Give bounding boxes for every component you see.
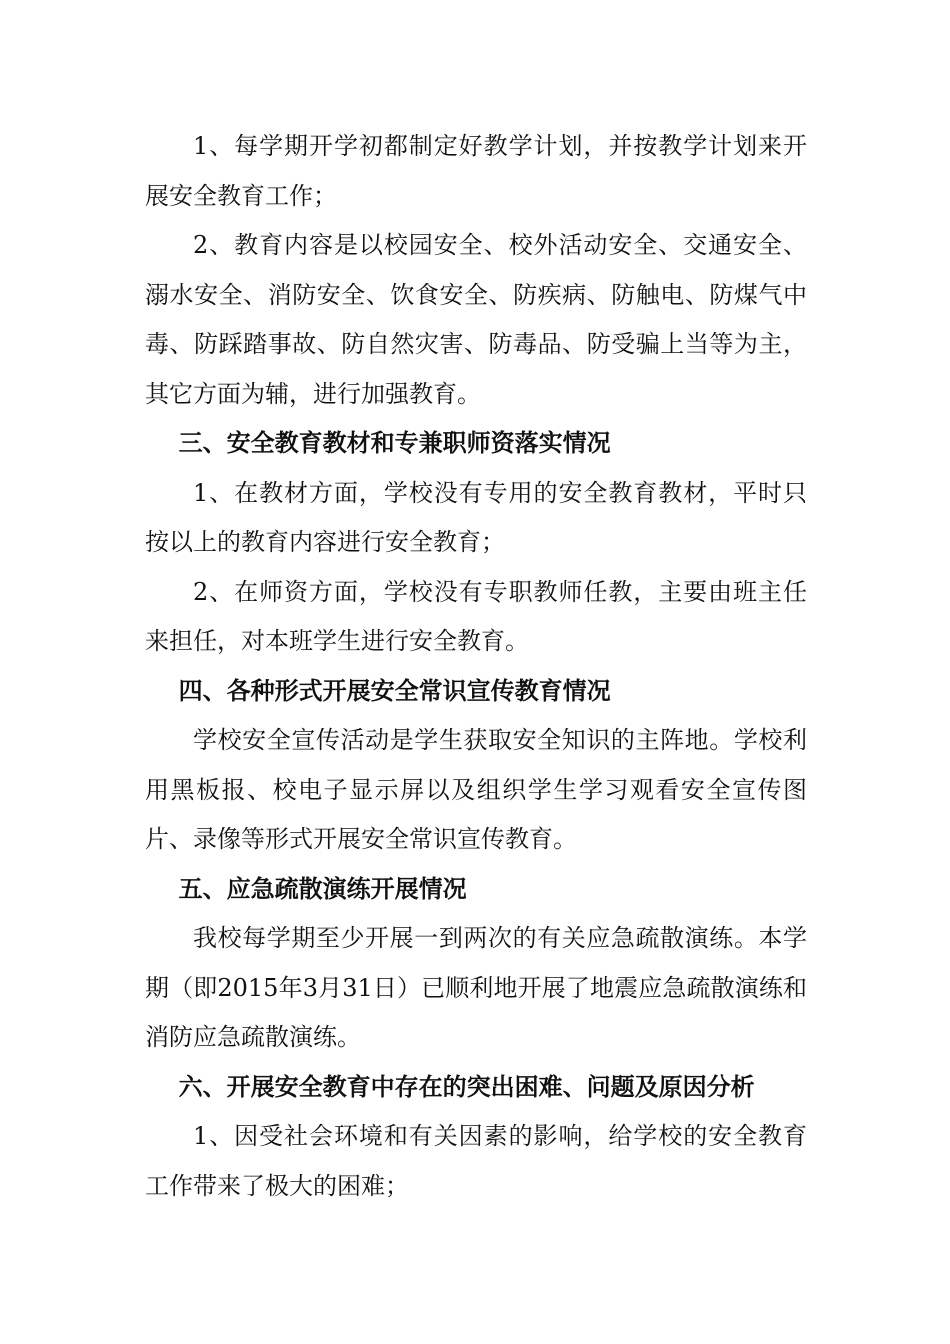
section-heading-materials: 三、安全教育教材和专兼职师资落实情况 <box>178 429 611 457</box>
section-heading-drills: 五、应急疏散演练开展情况 <box>178 874 467 903</box>
paragraph-drills: 我校每学期至少开展一到两次的有关应急疏散演练。本学期（即2015年3月31日）已顺利地开展了地震应急疏散演练和消防应急疏散演练。 <box>145 924 807 1051</box>
paragraph-content: 2、教育内容是以校园安全、校外活动安全、交通安全、溺水安全、消防安全、饮食安全、防疾病、防触电、防煤气中毒、防踩踏事故、防自然灾害、防毒品、防受骗上当等为主，其它方面为辅，进行加强教育。 <box>145 231 807 408</box>
section-heading-difficulties: 六、开展安全教育中存在的突出困难、问题及原因分析 <box>178 1072 755 1101</box>
paragraph-difficulties: 1、因受社会环境和有关因素的影响，给学校的安全教育工作带来了极大的困难； <box>145 1122 807 1200</box>
section-heading-publicity: 四、各种形式开展安全常识宣传教育情况 <box>178 676 611 705</box>
paragraph-plan: 1、每学期开学初都制定好教学计划，并按教学计划来开展安全教育工作； <box>145 132 807 210</box>
document-body <box>145 122 807 1211</box>
paragraph-teachers: 2、在师资方面，学校没有专职教师任教，主要由班主任来担任，对本班学生进行安全教育。 <box>145 577 807 655</box>
paragraph-publicity: 学校安全宣传活动是学生获取安全知识的主阵地。学校利用黑板报、校电子显示屏以及组织学生学习观看安全宣传图片、录像等形式开展安全常识宣传教育。 <box>145 726 807 853</box>
paragraph-materials: 1、在教材方面，学校没有专用的安全教育教材，平时只按以上的教育内容进行安全教育； <box>145 478 807 556</box>
